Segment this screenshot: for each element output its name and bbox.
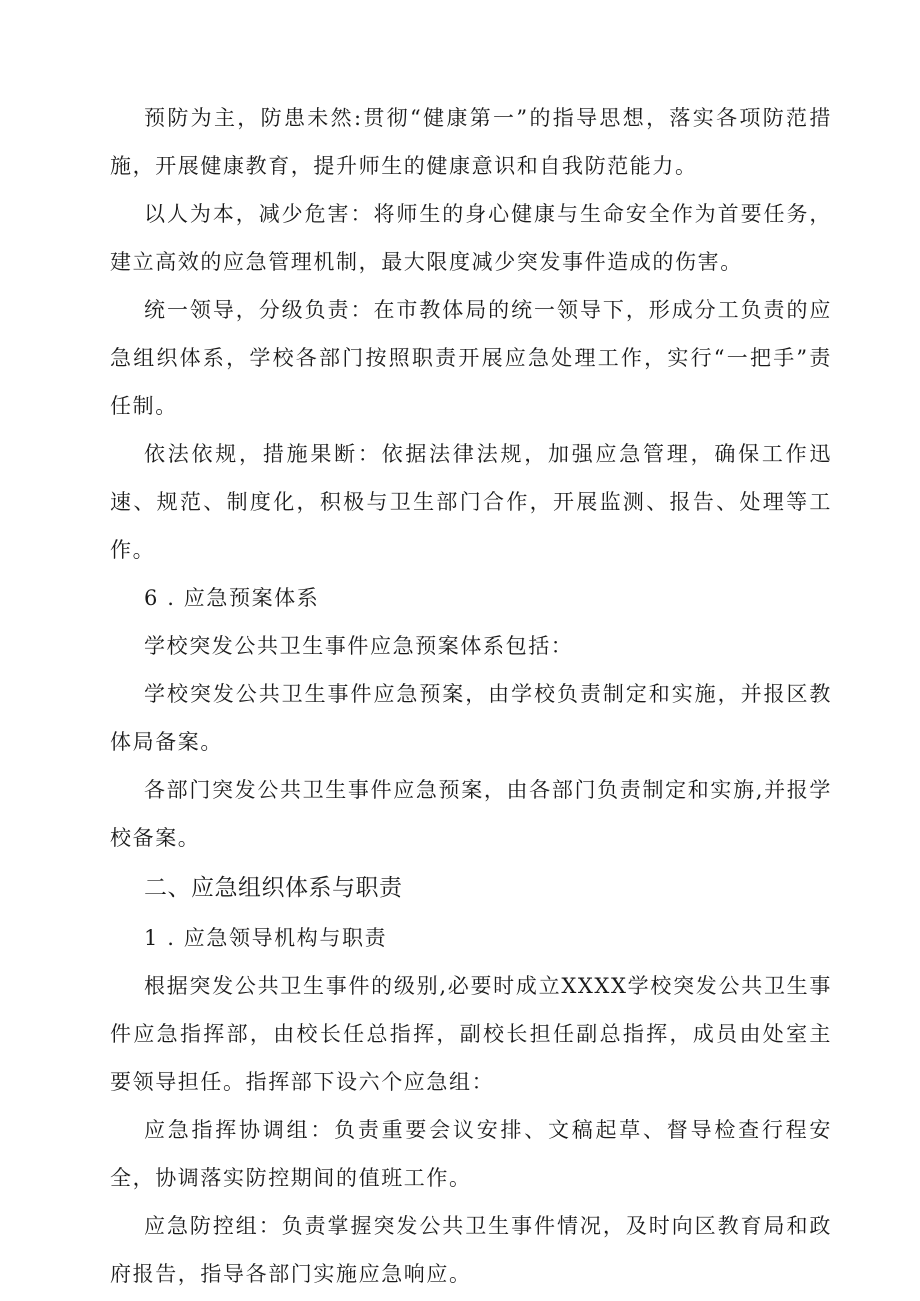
paragraph-department-plan: 各部门突发公共卫生事件应急预案，由各部门负责制定和实旃,并报学校备案。 — [110, 778, 832, 850]
document-body — [110, 94, 832, 1298]
paragraph-school-plan: 学校突发公共卫生事件应急预案，由学校负责制定和实施，并报区教体局备案。 — [110, 682, 832, 754]
paragraph-prevention: 预防为主，防患未然:贯彻“健康第一”的指导思想，落实各项防范措施，开展健康教育，提升师生的健康意识和自我防范能力。 — [110, 106, 832, 178]
paragraph-people-first: 以人为本，减少危害：将师生的身心健康与生命安全作为首要任务，建立高效的应急管理机制，最大限度减少突发事件造成的伤害。 — [110, 202, 832, 274]
paragraph-prevention-group: 应急防控组：负责掌握突发公共卫生事件情况，及时向区教育局和政府报告，指导各部门实施应急响应。 — [110, 1214, 832, 1286]
paragraph-plan-system-intro: 学校突发公共卫生事件应急预案体系包括： — [144, 634, 574, 658]
section-1-title: 1 . 应急领导机构与职责 — [144, 926, 388, 950]
paragraph-lawful: 依法依规，措施果断：依据法律法规，加强应急管理，确保工作迅速、规范、制度化，积极与卫生部门合作，开展监测、报告、处理等工作。 — [110, 442, 832, 562]
section-6-title: 6 . 应急预案体系 — [144, 586, 320, 610]
chapter-2-title: 二、应急组织体系与职责 — [144, 875, 403, 901]
paragraph-coordination-group: 应急指挥协调组：负责重要会议安排、文稿起草、督导检查行程安全，协调落实防控期间的值班工作。 — [110, 1118, 832, 1190]
paragraph-unified-leadership: 统一领导，分级负责：在市教体局的统一领导下，形成分工负责的应急组织体系，学校各部门按照职责开展应急处理工作，实行“一把手”责任制。 — [110, 298, 832, 418]
paragraph-command-center: 根据突发公共卫生事件的级别,必要时成立XXXX学校突发公共卫生事件应急指挥部，由校长任总指挥，副校长担任副总指挥，成员由处室主要领导担任。指挥部下设六个应急组： — [110, 974, 832, 1094]
